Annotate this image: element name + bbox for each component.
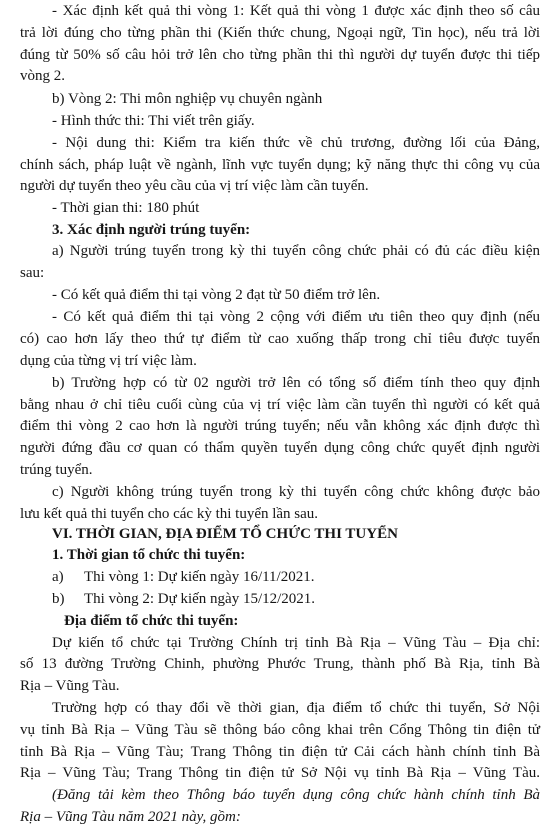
tie-rule-line-1: b) Trường hợp có từ 02 người trở lên có tổng số điểm tính theo quy định bbox=[52, 374, 540, 391]
condition-score: - Có kết quả điểm thi tại vòng 2 đạt từ 50 điểm trở lên. bbox=[52, 287, 381, 304]
change-notice-line-1: Trường hợp có thay đổi về thời gian, địa điểm tổ chức thi tuyển, Sở Nội bbox=[52, 700, 540, 716]
tie-rule-line-3: điểm thi vòng 2 cao hơn là người trúng tuyển; nếu vẫn không xác định được thì bbox=[20, 418, 540, 435]
no-carryover-line-1: c) Người không trúng tuyển trong kỳ thi tuyển công chức không được bảo bbox=[52, 483, 540, 500]
exam-content-line-2: chính sách, pháp luật về ngành, lĩnh vực tuyển dụng; kỹ năng thực thi công vụ của bbox=[20, 156, 540, 173]
condition-priority-line-2: có) cao hơn lấy theo thứ tự điểm từ cao xuống thấp trong chỉ tiêu được tuyển bbox=[20, 331, 540, 347]
round2-heading: b) Vòng 2: Thi môn nghiệp vụ chuyên ngành bbox=[52, 91, 323, 108]
round1-result-line-4: vòng 2. bbox=[20, 68, 65, 85]
condition-a-line-1: a) Người trúng tuyển trong kỳ thi tuyển công chức phải có đủ các điều kiện bbox=[52, 242, 540, 259]
round1-result-line-3: đúng từ 50% số câu hỏi trở lên cho từng phần thi thì người dự tuyển được thi tiếp bbox=[20, 46, 540, 63]
tie-rule-line-2: bằng nhau ở chỉ tiêu cuối cùng của vị trí việc làm cần tuyển thì người có kết quả bbox=[20, 396, 540, 413]
round-2-date-label: b) bbox=[52, 590, 65, 607]
attachment-note-line-2: Rịa – Vũng Tàu năm 2021 này, gồm: bbox=[20, 809, 241, 825]
round-1-date: Thi vòng 1: Dự kiến ngày 16/11/2021. bbox=[84, 569, 315, 586]
exam-content-line-1: - Nội dung thi: Kiểm tra kiến thức về chủ trương, đường lối của Đảng, bbox=[52, 134, 540, 151]
round-2-date: Thi vòng 2: Dự kiến ngày 15/12/2021. bbox=[84, 590, 316, 607]
attachment-note-line-1: (Đăng tải kèm theo Thông báo tuyển dụng công chức hành chính tỉnh Bà bbox=[52, 787, 540, 804]
condition-a-line-2: sau: bbox=[20, 264, 45, 281]
section-6-heading: VI. THỜI GIAN, ĐỊA ĐIỂM TỔ CHỨC THI TUYỂN bbox=[52, 525, 398, 542]
condition-priority-line-3: dụng của từng vị trí việc làm. bbox=[20, 352, 197, 369]
location-line-1: Dự kiến tổ chức tại Trường Chính trị tỉnh Bà Rịa – Vũng Tàu – Địa chỉ: bbox=[52, 634, 540, 651]
round1-result-line-1: - Xác định kết quả thi vòng 1: Kết quả thi vòng 1 được xác định theo số câu bbox=[52, 3, 540, 19]
exam-form: - Hình thức thi: Thi viết trên giấy. bbox=[52, 113, 255, 129]
exam-content-line-3: người dự tuyển theo yêu cầu của vị trí việc làm cần tuyển. bbox=[20, 178, 369, 195]
condition-priority-line-1: - Có kết quả điểm thi tại vòng 2 cộng với điểm ưu tiên theo quy định (nếu bbox=[52, 309, 540, 326]
change-notice-line-2: vụ tỉnh Bà Rịa – Vũng Tàu sẽ thông báo công khai trên Cổng Thông tin điện tử bbox=[20, 721, 540, 738]
tie-rule-line-4: người đứng đầu cơ quan có thẩm quyền tuyển dụng công chức quyết định người bbox=[20, 440, 540, 457]
no-carryover-line-2: lưu kết quả thi tuyển cho các kỳ thi tuyển lần sau. bbox=[20, 505, 319, 522]
location-line-3: Rịa – Vũng Tàu. bbox=[20, 678, 120, 695]
section-3-heading: 3. Xác định người trúng tuyển: bbox=[52, 222, 251, 238]
change-notice-line-3: tỉnh Bà Rịa – Vũng Tàu; Trang Thông tin điện tử Cải cách hành chính tỉnh Bà bbox=[20, 743, 540, 760]
round-1-date-label: a) bbox=[52, 569, 64, 586]
change-notice-line-4: Rịa – Vũng Tàu; Trang Thông tin điện tử Sở Nội vụ tỉnh Bà Rịa – Vũng Tàu. bbox=[20, 765, 540, 782]
tie-rule-line-5: trúng tuyển. bbox=[20, 461, 93, 478]
round1-result-line-2: trả lời đúng cho từng phần thi (Kiến thức chung, Ngoại ngữ, Tin học), nếu trả lời bbox=[20, 24, 540, 41]
exam-time: - Thời gian thi: 180 phút bbox=[52, 200, 200, 217]
exam-location-heading: Địa điểm tổ chức thi tuyển: bbox=[64, 612, 239, 629]
exam-schedule-heading: 1. Thời gian tổ chức thi tuyển: bbox=[52, 547, 246, 564]
location-line-2: số 13 đường Trường Chinh, phường Phước Trung, thành phố Bà Rịa, tỉnh Bà bbox=[20, 656, 540, 673]
